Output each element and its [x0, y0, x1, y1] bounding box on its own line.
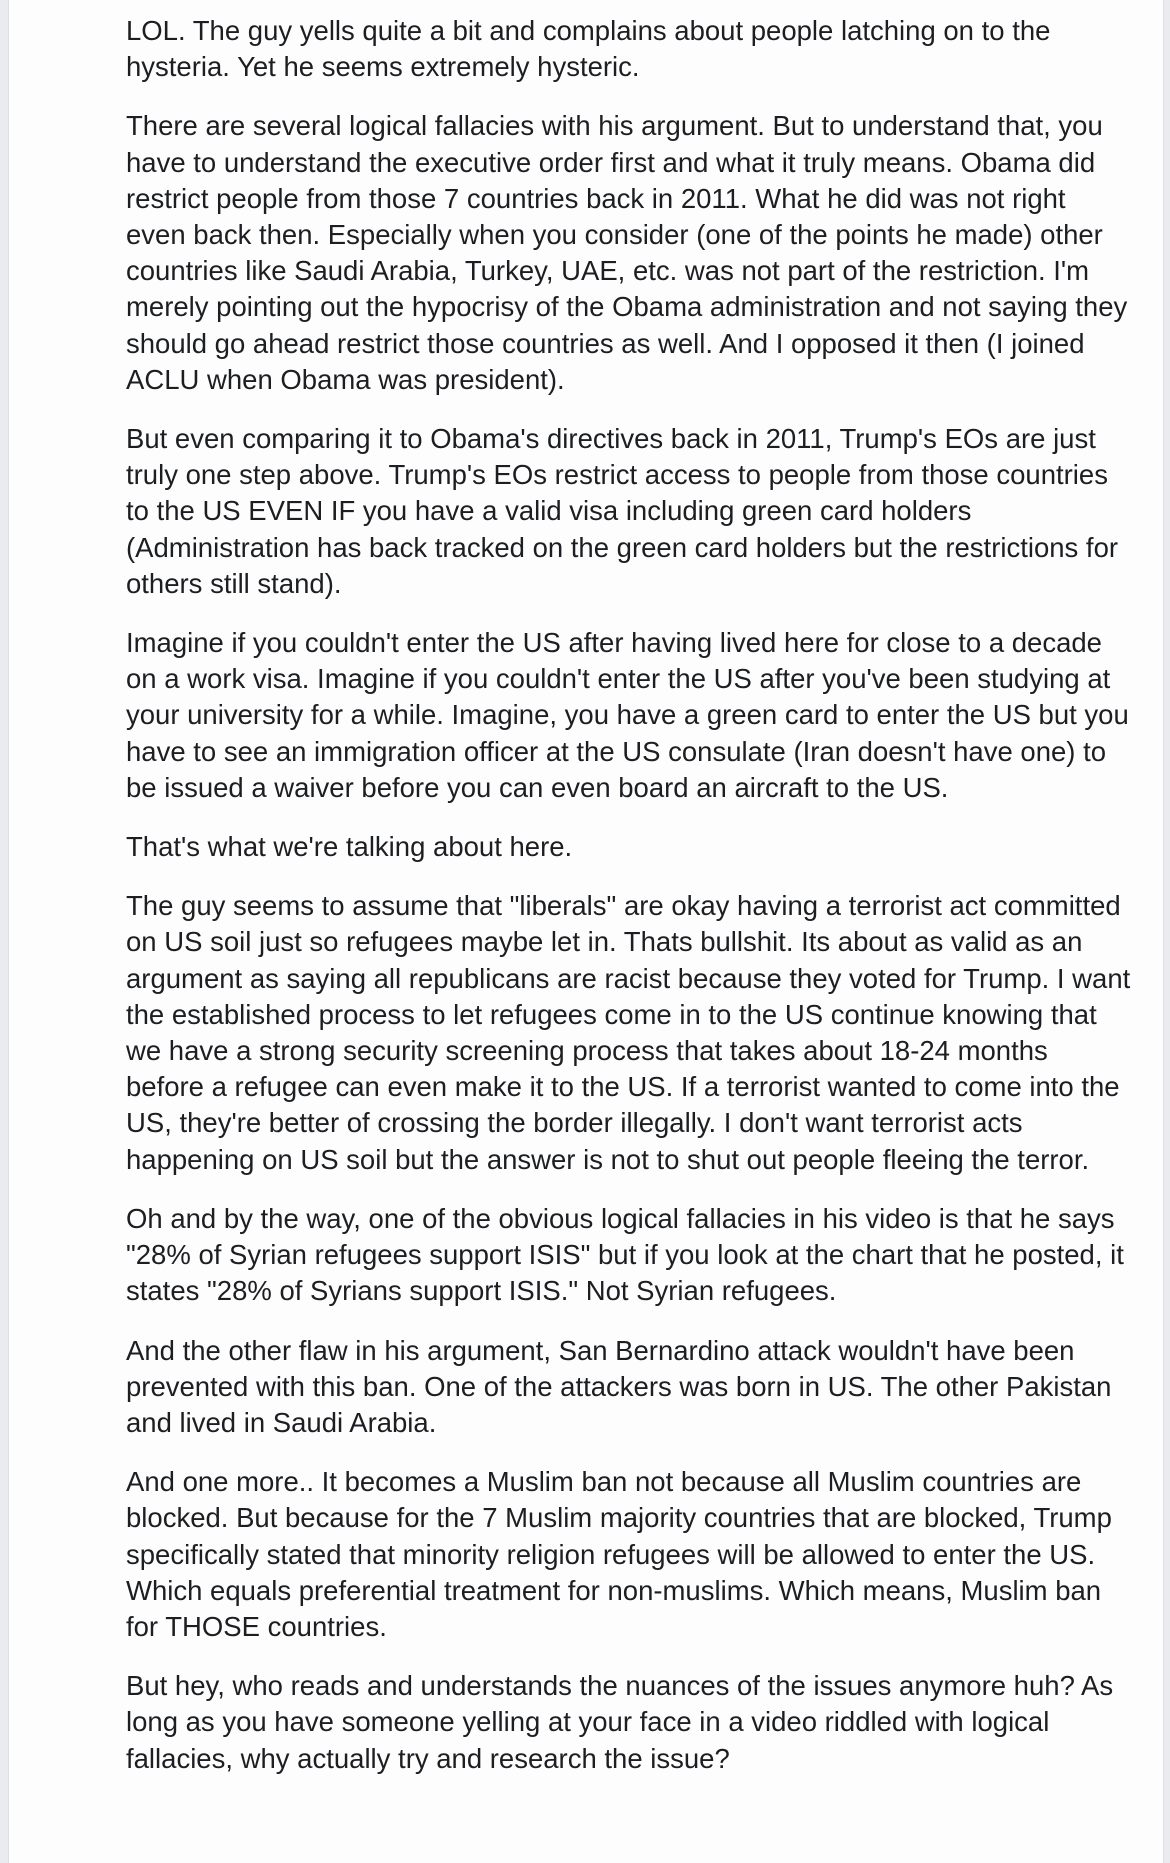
comment-card	[8, 0, 1164, 1863]
comment-paragraph: But hey, who reads and understands the nuances of the issues anymore huh? As long as you have someone yelling at your face in a video riddled with logical fallacies, why actually try and research the issue?	[126, 1670, 1114, 1774]
comment-body	[126, 13, 1131, 1800]
comment-paragraph: But even comparing it to Obama's directives back in 2011, Trump's EOs are just truly one step above. Trump's EOs restrict access to people from those countries to the US EVEN IF you have a valid visa including green card holders (Administration has back tracked on the green card holders but the restrictions for others still stand).	[126, 423, 1119, 599]
comment-paragraph: There are several logical fallacies with his argument. But to understand that, you have to understand the executive order first and what it truly means. Obama did restrict people from those 7 countries back in 2011. What he did was not right even back then. Especially when you consider (one of the points he made) other countries like Saudi Arabia, Turkey, UAE, etc. was not part of the restriction. I'm merely pointing out the hypocrisy of the Obama administration and not saying they should go ahead restrict those countries as well. And I opposed it then (I joined ACLU when Obama was president).	[126, 110, 1128, 395]
comment-paragraph: And one more.. It becomes a Muslim ban not because all Muslim countries are blocked. But because for the 7 Muslim majority countries that are blocked, Trump specifically stated that minority religion refugees will be allowed to enter the US. Which equals preferential treatment for non-muslims. Which means, Muslim ban for THOSE countries.	[126, 1466, 1112, 1642]
comment-paragraph: That's what we're talking about here.	[126, 831, 573, 863]
comment-paragraph: Oh and by the way, one of the obvious logical fallacies in his video is that he says "28% of Syrian refugees support ISIS" but if you look at the chart that he posted, it states "28% of Syrians support ISIS." Not Syrian refugees.	[126, 1202, 1124, 1307]
comment-paragraph: And the other flaw in his argument, San Bernardino attack wouldn't have been prevented with this ban. One of the attackers was born in US. The other Pakistan and lived in Saudi Arabia.	[126, 1334, 1112, 1438]
comment-paragraph: Imagine if you couldn't enter the US after having lived here for close to a decade on a work visa. Imagine if you couldn't enter the US after you've been studying at your university for a while. Imagine, you have a green card to enter the US but you have to see an immigration officer at the US consulate (Iran doesn't have one) to be issued a waiver before you can even board an aircraft to the US.	[126, 627, 1129, 803]
comment-paragraph: LOL. The guy yells quite a bit and complains about people latching on to the hysteria. Yet he seems extremely hysteric.	[126, 15, 1051, 83]
comment-paragraph: The guy seems to assume that "liberals" are okay having a terrorist act committed on US soil just so refugees maybe let in. Thats bullshit. Its about as valid as an argument as saying all republicans are racist because they voted for Trump. I want the established process to let refugees come in to the US continue knowing that we have a strong security screening process that takes about 18-24 months before a refugee can even make it to the US. If a terrorist wanted to come into the US, they're better of crossing the border illegally. I don't want terrorist acts happening on US soil but the answer is not to shut out people fleeing the terror.	[126, 890, 1131, 1175]
